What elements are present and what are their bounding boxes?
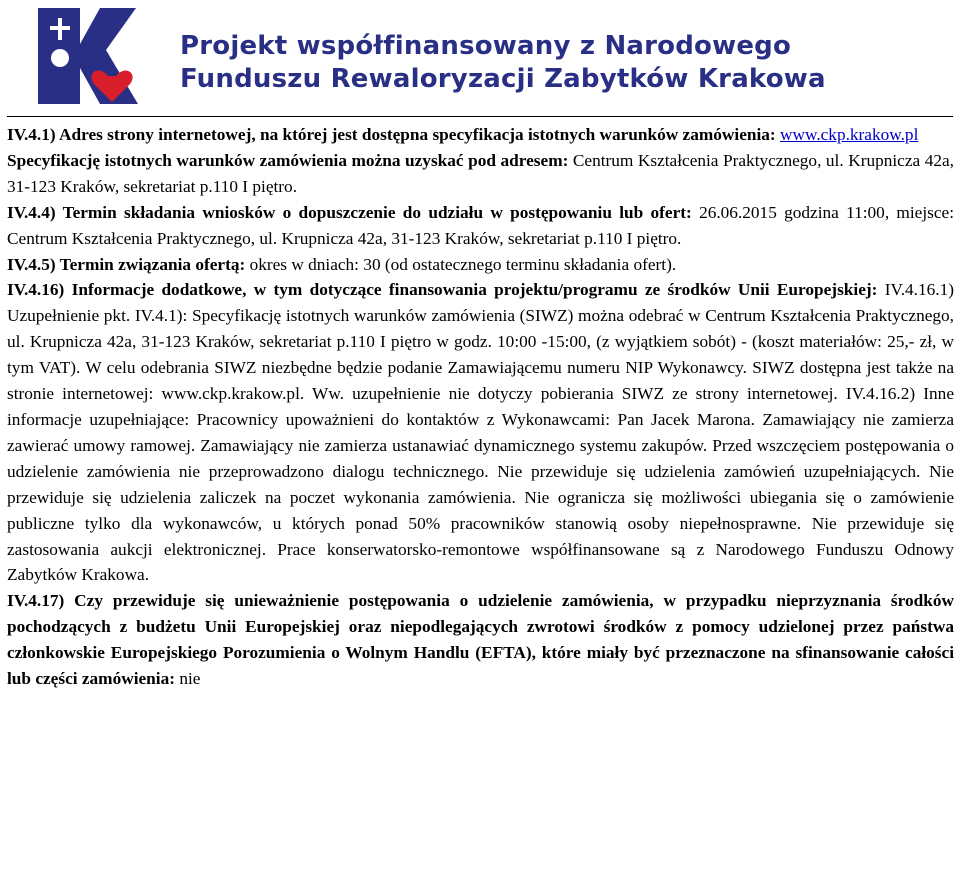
section-heading: IV.4.16) Informacje dodatkowe, w tym dotyczące finansowania projektu/programu ze środków Unii Europejskiej: <box>7 280 878 300</box>
section-iv-4-17 <box>7 588 954 692</box>
section-heading: IV.4.17) Czy przewiduje się unieważnienie postępowania o udzielenie zamówienia, w przypadku nieprzyznania środków pochodzących z budżetu Unii Europejskiej oraz niepodlegających zwrotowi środków z pomocy udzielonej przez państwa członkowskie Europejskiego Porozumienia o Wolnym Handlu (EFTA), które miały być przeznaczone na sfinansowanie całości lub części zamówienia: <box>7 591 954 689</box>
banner-line-2: Funduszu Rewaloryzacji Zabytków Krakowa <box>180 64 826 94</box>
section-text: Centrum Kształcenia Praktycznego, ul. Krupnicza 42a, 31-123 Kraków, sekretariat p.110 I piętro. <box>7 150 954 196</box>
section-text: nie <box>179 669 201 689</box>
krakow-heraldic-logo-icon <box>36 6 140 110</box>
section-text: okres w dniach: 30 (od ostatecznego terminu składania ofert). <box>249 254 677 274</box>
section-heading: IV.4.1) Adres strony internetowej, na której jest dostępna specyfikacja istotnych warunków zamówienia: <box>7 125 776 144</box>
document-body <box>7 122 954 692</box>
section-heading: IV.4.4) Termin składania wniosków o dopuszczenie do udziału w postępowaniu lub ofert: <box>7 202 692 222</box>
section-subheading: Specyfikację istotnych warunków zamówienia można uzyskać pod adresem: <box>7 150 569 170</box>
section-iv-4-4 <box>7 200 954 252</box>
banner-line-1: Projekt współfinansowany z Narodowego <box>180 31 792 61</box>
project-header <box>0 0 960 118</box>
section-iv-4-5 <box>7 252 954 278</box>
section-iv-4-16 <box>7 277 954 588</box>
section-text: IV.4.16.1) Uzupełnienie pkt. IV.4.1): Specyfikację istotnych warunków zamówienia (SIWZ) można odebrać w Centrum Kształcenia Praktycznego, ul. Krupnicza 42a, 31-123 Kraków, sekretariat p.110 I piętro w godz. 10:00 -15:00, (z wyjątkiem sobót) - (koszt materiałów: 25,- zł, w tym VAT). W celu odebrania SIWZ niezbędne będzie podanie Zamawiającemu numeru NIP Wykonawcy. SIWZ dostępna jest także na stronie internetowej: www.ckp.krakow.pl. Ww. uzupełnienie nie dotyczy pobierania SIWZ ze strony internetowej. IV.4.16.2) Inne informacje uzupełniające: Pracownicy upoważnieni do kontaktów z Wykonawcami: Pan Jacek Marona. Zamawiający nie zamierza zawierać umowy ramowej. Zamawiający nie zamierza ustanawiać dynamicznego systemu zakupów. Przed wszczęciem postępowania o udzielenie zamówienia nie przeprowadzono dialogu technicznego. Nie przewiduje się udzielenia zamówień uzupełniających. Nie przewiduje się udzielenia zaliczek na poczet wykonania zamówienia. Nie ogranicza się możliwości ubiegania się o zamówienie publiczne tylko dla wykonawców, u których ponad 50% pracowników stanowią osoby niepełnosprawne. Nie przewiduje się zastosowania aukcji elektronicznej. Prace konserwatorsko-remontowe współfinansowane są z Narodowego Funduszu Odnowy Zabytków Krakowa. <box>7 280 954 585</box>
header-divider <box>7 116 953 117</box>
section-text: 26.06.2015 godzina 11:00, miejsce: Centrum Kształcenia Praktycznego, ul. Krupnicza 42a, 31-123 Kraków, sekretariat p.110 I piętro. <box>7 202 955 248</box>
section-iv-4-1 <box>7 122 954 200</box>
ckp-website-link[interactable]: www.ckp.krakow.pl <box>780 125 919 144</box>
section-heading: IV.4.5) Termin związania ofertą: <box>7 254 246 274</box>
project-funding-banner <box>180 30 826 96</box>
